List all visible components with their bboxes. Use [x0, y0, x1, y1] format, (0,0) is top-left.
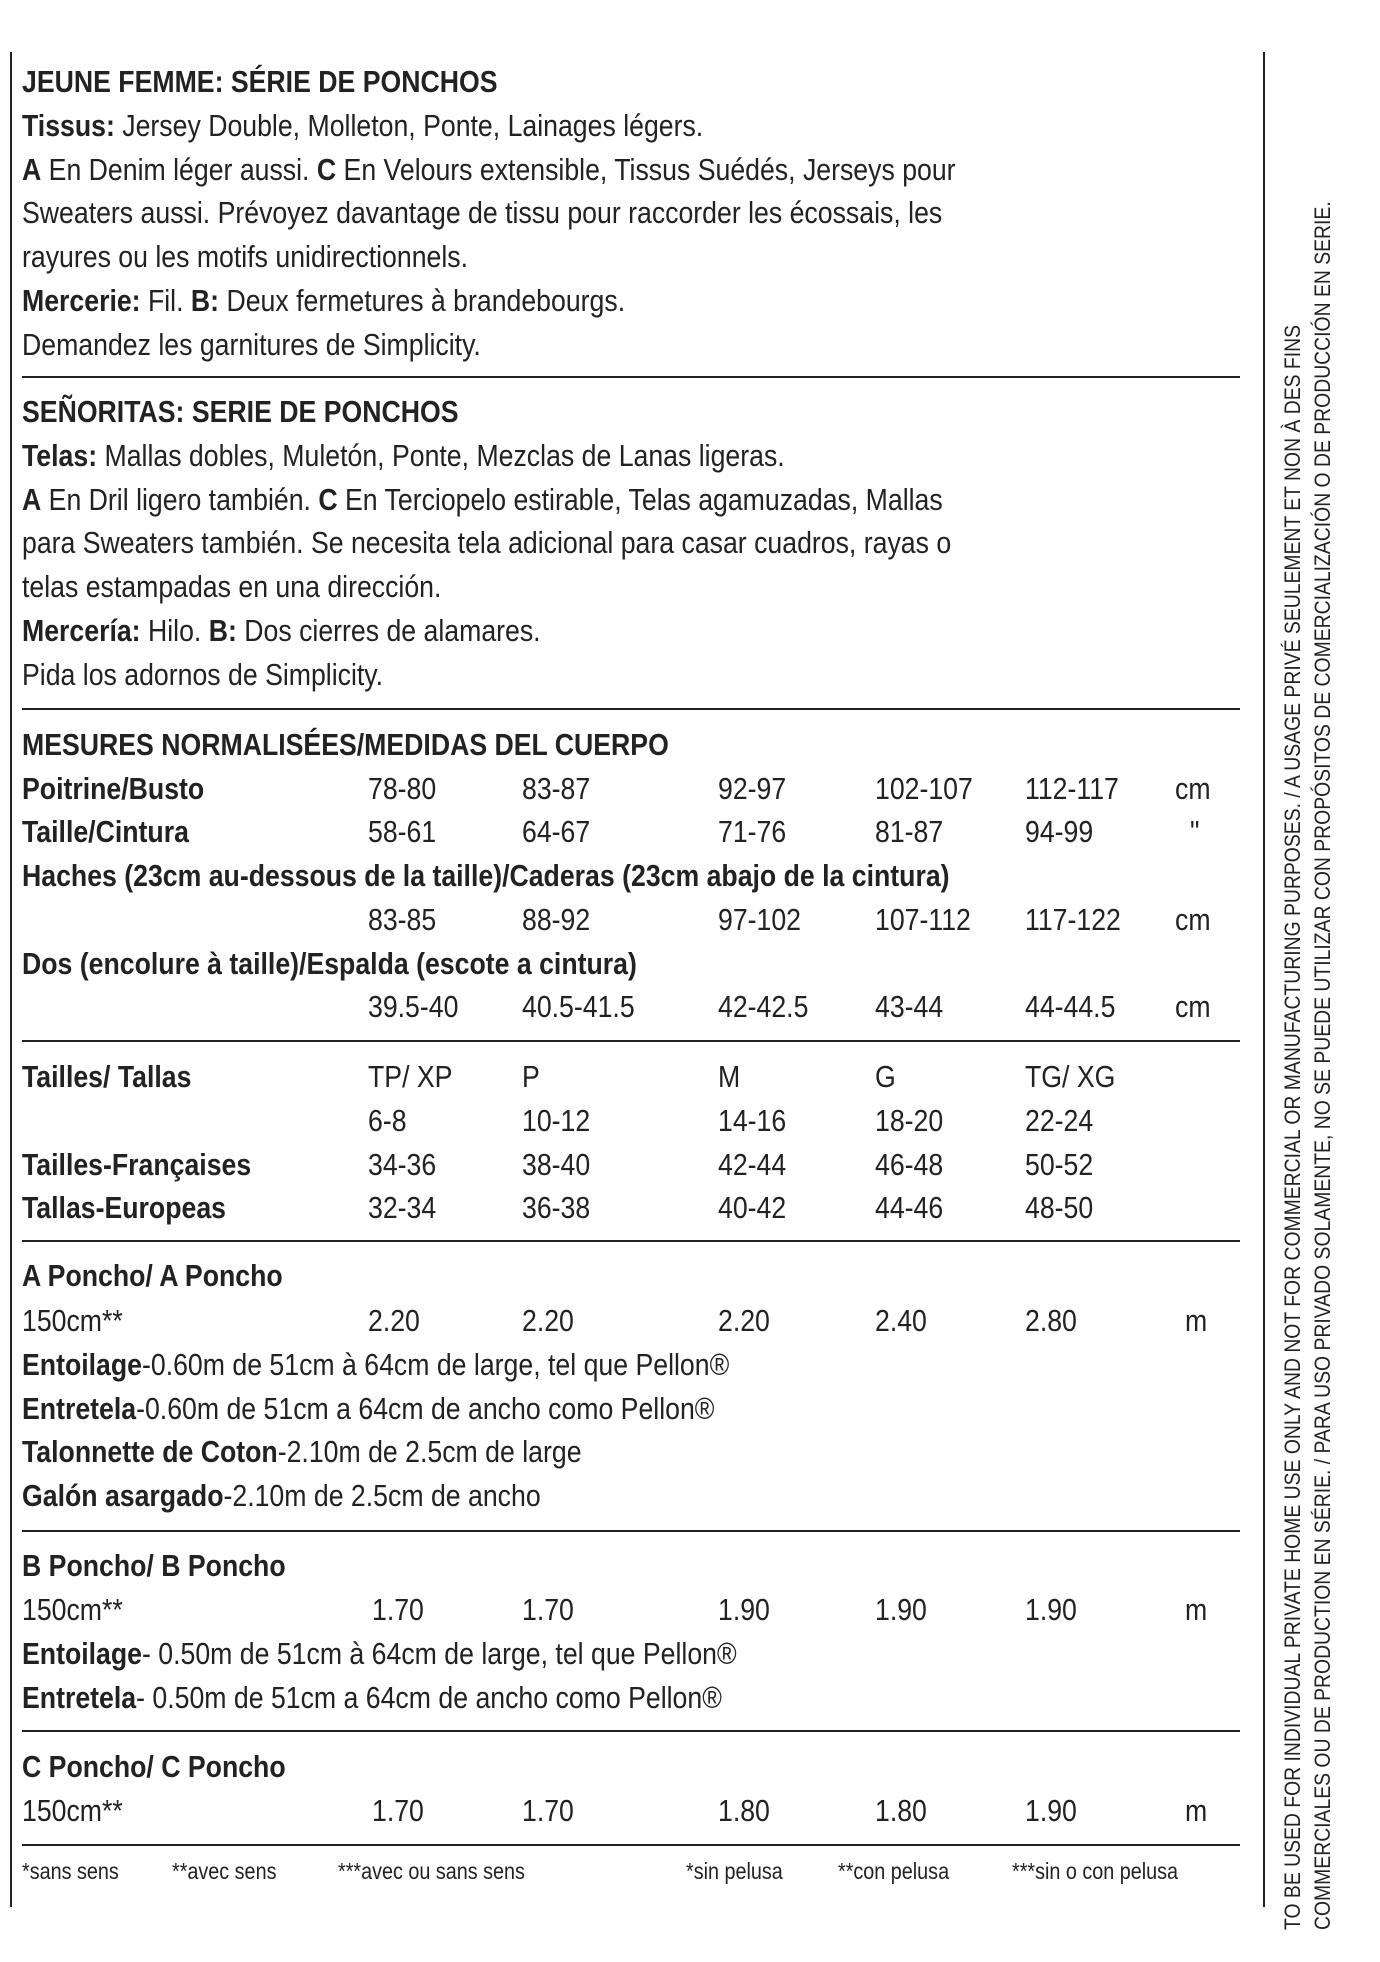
poncho-a-value: 2.80: [1025, 1303, 1077, 1338]
divider: [22, 1530, 1240, 1532]
es-b-text: Dos cierres de alamares.: [236, 613, 541, 648]
fr-notions-label: Mercerie:: [22, 283, 141, 318]
size-number: 18-20: [875, 1103, 944, 1138]
usage-notice: [1278, 25, 1338, 1930]
fr-size: 34-36: [368, 1147, 437, 1182]
poncho-b-value: 1.70: [522, 1592, 574, 1627]
hip-value: 107-112: [875, 902, 971, 937]
fr-b-label: B:: [190, 283, 220, 318]
poncho-a-unit: m: [1185, 1303, 1208, 1338]
note-text: -2.10m de 2.5cm de ancho: [223, 1478, 541, 1513]
footnote: ***sin o con pelusa: [1012, 1858, 1179, 1884]
size-letter: TP/ XP: [368, 1059, 453, 1094]
poncho-b-value: 1.70: [372, 1592, 424, 1627]
es-notions-label: Mercería:: [22, 613, 141, 648]
es-fabric-text: Mallas dobles, Muletón, Ponte, Mezclas de Lanas ligeras.: [97, 438, 785, 473]
fr-notions-text: Fil.: [140, 283, 191, 318]
poncho-c-value: 1.80: [875, 1793, 927, 1828]
poncho-c-unit: m: [1185, 1793, 1208, 1828]
bust-value: 102-107: [875, 771, 973, 806]
poncho-c-value: 1.80: [718, 1793, 770, 1828]
back-value: 42-42.5: [718, 989, 809, 1024]
poncho-a-title: A Poncho/ A Poncho: [22, 1258, 283, 1293]
es-line-3: para Sweaters también. Se necesita tela adicional para casar cuadros, rayas o: [22, 525, 952, 560]
poncho-a-note: [22, 1476, 541, 1516]
poncho-b-value: 1.90: [875, 1592, 927, 1627]
es-a-label: A: [22, 482, 42, 517]
back-value: 44-44.5: [1025, 989, 1116, 1024]
poncho-a-value: 2.20: [368, 1303, 420, 1338]
measures-title: MESURES NORMALISÉES/MEDIDAS DEL CUERPO: [22, 727, 669, 762]
bust-unit: cm: [1175, 771, 1211, 806]
fr-a-label: A: [22, 152, 42, 187]
poncho-a-value: 2.20: [522, 1303, 574, 1338]
fr-size: 42-44: [718, 1147, 787, 1182]
size-number: 10-12: [522, 1103, 591, 1138]
hip-value: 83-85: [368, 902, 437, 937]
es-line-1: [22, 436, 785, 476]
poncho-b-unit: m: [1185, 1592, 1208, 1627]
poncho-c-title: C Poncho/ C Poncho: [22, 1749, 286, 1784]
es-c-label: C: [318, 482, 338, 517]
hip-value: 88-92: [522, 902, 591, 937]
poncho-b-width: 150cm**: [22, 1592, 123, 1627]
fr-size: 50-52: [1025, 1147, 1094, 1182]
poncho-a-note: [22, 1389, 714, 1429]
divider: [22, 1730, 1240, 1732]
back-value: 40.5-41.5: [522, 989, 635, 1024]
size-letter: P: [522, 1059, 540, 1094]
footnote: **con pelusa: [838, 1858, 950, 1884]
divider: [22, 1844, 1240, 1846]
poncho-c-value: 1.90: [1025, 1793, 1077, 1828]
usage-notice-line-2: COMMERCIALES OU DE PRODUCTION EN SÉRIE. / PARA USO PRIVADO SOLAMENTE, NO SE PUEDE UTILIZAR CON PROPÓSITOS DE COMERCIALIZACIÓN O DE PRODUCCIÓN EN SERIE.: [1310, 201, 1335, 1930]
note-text: -0.60m de 51cm a 64cm de ancho como Pellon®: [136, 1391, 715, 1426]
size-number: 14-16: [718, 1103, 787, 1138]
eu-sizes-label: Tallas-Europeas: [22, 1190, 226, 1225]
bust-value: 78-80: [368, 771, 437, 806]
back-value: 39.5-40: [368, 989, 459, 1024]
bust-value: 92-97: [718, 771, 787, 806]
footnote: *sin pelusa: [686, 1858, 783, 1884]
poncho-b-value: 1.90: [718, 1592, 770, 1627]
size-letter: G: [875, 1059, 896, 1094]
fr-c-text: En Velours extensible, Tissus Suédés, Jerseys pour: [336, 152, 956, 187]
poncho-c-value: 1.70: [522, 1793, 574, 1828]
waist-unit: ": [1190, 814, 1200, 849]
waist-value: 94-99: [1025, 814, 1094, 849]
eu-size: 48-50: [1025, 1190, 1094, 1225]
es-line-2: [22, 480, 943, 520]
es-fabric-label: Telas:: [22, 438, 98, 473]
poncho-b-note: [22, 1678, 722, 1718]
note-term: Entoilage: [22, 1347, 142, 1382]
size-number: 6-8: [368, 1103, 407, 1138]
fr-title: JEUNE FEMME: SÉRIE DE PONCHOS: [22, 64, 498, 99]
note-term: Galón asargado: [22, 1478, 224, 1513]
note-text: -2.10m de 2.5cm de large: [277, 1434, 582, 1469]
poncho-c-value: 1.70: [372, 1793, 424, 1828]
divider: [22, 1240, 1240, 1242]
divider: [22, 708, 1240, 710]
es-c-text: En Terciopelo estirable, Telas agamuzadas, Mallas: [337, 482, 943, 517]
waist-value: 81-87: [875, 814, 944, 849]
poncho-a-note: [22, 1432, 582, 1472]
fr-line-4: rayures ou les motifs unidirectionnels.: [22, 239, 469, 274]
fr-fabric-label: Tissus:: [22, 108, 115, 143]
fr-line-3: Sweaters aussi. Prévoyez davantage de tissu pour raccorder les écossais, les: [22, 195, 943, 230]
bust-value: 112-117: [1025, 771, 1119, 806]
hip-value: 97-102: [718, 902, 802, 937]
note-term: Entretela: [22, 1391, 137, 1426]
es-title: SEÑORITAS: SERIE DE PONCHOS: [22, 394, 459, 429]
poncho-b-title: B Poncho/ B Poncho: [22, 1548, 286, 1583]
back-label: Dos (encolure à taille)/Espalda (escote a cintura): [22, 946, 637, 981]
footnote: ***avec ou sans sens: [338, 1858, 525, 1884]
size-letter: TG/ XG: [1025, 1059, 1116, 1094]
hip-value: 117-122: [1025, 902, 1121, 937]
note-term: Talonnette de Coton: [22, 1434, 278, 1469]
es-line-4: telas estampadas en una dirección.: [22, 569, 442, 604]
size-number: 22-24: [1025, 1103, 1094, 1138]
footnote: **avec sens: [172, 1858, 277, 1884]
back-unit: cm: [1175, 989, 1211, 1024]
eu-size: 40-42: [718, 1190, 787, 1225]
waist-value: 71-76: [718, 814, 787, 849]
es-line-5: [22, 611, 541, 651]
fr-line-1: [22, 106, 703, 146]
sizes-label: Tailles/ Tallas: [22, 1059, 192, 1094]
bust-value: 83-87: [522, 771, 591, 806]
fr-c-label: C: [316, 152, 337, 187]
poncho-a-note: [22, 1345, 729, 1385]
poncho-a-value: 2.20: [718, 1303, 770, 1338]
poncho-c-width: 150cm**: [22, 1793, 123, 1828]
poncho-b-note: [22, 1634, 737, 1674]
hip-label: Haches (23cm au-dessous de la taille)/Caderas (23cm abajo de la cintura): [22, 858, 950, 893]
eu-size: 44-46: [875, 1190, 944, 1225]
eu-size: 36-38: [522, 1190, 591, 1225]
fr-line-6: Demandez les garnitures de Simplicity.: [22, 327, 481, 362]
note-text: - 0.50m de 51cm à 64cm de large, tel que Pellon®: [141, 1636, 737, 1671]
fr-line-2: [22, 150, 956, 190]
usage-notice-line-1: TO BE USED FOR INDIVIDUAL PRIVATE HOME USE ONLY AND NOT FOR COMMERCIAL OR MANUFACTURING PURPOSES. / A USAGE PRIVÉ SEULEMENT ET NON À DES FINS: [1280, 324, 1305, 1930]
waist-label: Taille/Cintura: [22, 814, 189, 849]
fr-size: 38-40: [522, 1147, 591, 1182]
footnote: *sans sens: [22, 1858, 119, 1884]
left-rule: [10, 52, 12, 1907]
hip-unit: cm: [1175, 902, 1211, 937]
waist-value: 58-61: [368, 814, 437, 849]
eu-size: 32-34: [368, 1190, 437, 1225]
divider: [22, 1040, 1240, 1042]
note-term: Entoilage: [22, 1636, 142, 1671]
fr-line-5: [22, 281, 625, 321]
back-value: 43-44: [875, 989, 944, 1024]
note-term: Entretela: [22, 1680, 137, 1715]
fr-sizes-label: Tailles-Françaises: [22, 1147, 252, 1182]
fr-a-text: En Denim léger aussi.: [41, 152, 317, 187]
bust-label: Poitrine/Busto: [22, 771, 205, 806]
poncho-a-width: 150cm**: [22, 1303, 123, 1338]
fr-b-text: Deux fermetures à brandebourgs.: [219, 283, 626, 318]
es-notions-text: Hilo.: [140, 613, 209, 648]
waist-value: 64-67: [522, 814, 591, 849]
poncho-b-value: 1.90: [1025, 1592, 1077, 1627]
poncho-a-value: 2.40: [875, 1303, 927, 1338]
note-text: -0.60m de 51cm à 64cm de large, tel que Pellon®: [141, 1347, 730, 1382]
fr-size: 46-48: [875, 1147, 944, 1182]
es-b-label: B:: [208, 613, 237, 648]
note-text: - 0.50m de 51cm a 64cm de ancho como Pellon®: [136, 1680, 722, 1715]
es-line-6: Pida los adornos de Simplicity.: [22, 657, 384, 692]
divider: [22, 376, 1240, 378]
es-a-text: En Dril ligero también.: [41, 482, 319, 517]
size-letter: M: [718, 1059, 741, 1094]
fr-fabric-text: Jersey Double, Molleton, Ponte, Lainages légers.: [114, 108, 704, 143]
right-rule: [1263, 52, 1265, 1907]
